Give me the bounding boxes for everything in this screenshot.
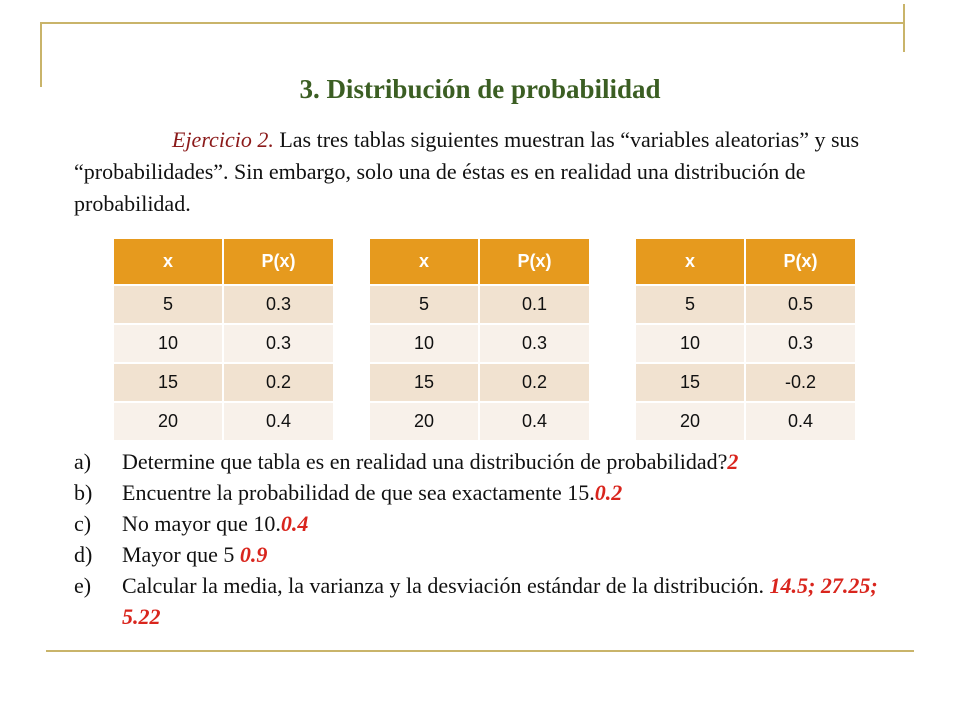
cell-px: 0.3 (479, 324, 589, 363)
header-x: x (114, 239, 223, 285)
question-item (74, 477, 904, 508)
question-item (74, 570, 904, 632)
header-px: P(x) (479, 239, 589, 285)
page-title: 3. Distribución de probabilidad (299, 74, 661, 104)
cell-x: 5 (370, 285, 479, 324)
exercise-label: Ejercicio 2. (172, 127, 274, 152)
cell-x: 15 (114, 363, 223, 402)
question-answer: 2 (727, 449, 739, 474)
cell-px: 0.3 (223, 285, 333, 324)
cell-x: 5 (636, 285, 745, 324)
cell-px: 0.3 (745, 324, 855, 363)
table-row (114, 324, 333, 363)
table-row (370, 363, 589, 402)
probability-table-3 (636, 239, 855, 440)
cell-x: 20 (636, 402, 745, 440)
question-label: d) (74, 542, 93, 567)
table-row (370, 285, 589, 324)
table-row (636, 324, 855, 363)
cell-px: 0.4 (745, 402, 855, 440)
header-x: x (636, 239, 745, 285)
table-header-row (114, 239, 333, 285)
probability-table-1 (114, 239, 333, 440)
exercise-text: Las tres tablas siguientes muestran las “variables aleatorias” y sus “probabilidades”. Sin embargo, solo una de éstas es en realidad una distribución de probabilidad. (74, 127, 860, 216)
question-label: c) (74, 511, 92, 536)
frame-top-line (40, 22, 905, 24)
cell-px: 0.1 (479, 285, 589, 324)
cell-x: 10 (370, 324, 479, 363)
question-text: Mayor que 5 (122, 542, 240, 567)
question-answer: 14.5; 27.25; 5.22 (122, 573, 878, 629)
cell-x: 15 (636, 363, 745, 402)
question-text: Calcular la media, la varianza y la desviación estándar de la distribución. (122, 573, 770, 598)
header-px: P(x) (745, 239, 855, 285)
cell-px: 0.2 (479, 363, 589, 402)
header-px: P(x) (223, 239, 333, 285)
question-label: b) (74, 480, 93, 505)
question-item (74, 508, 904, 539)
question-text: Encuentre la probabilidad de que sea exactamente 15. (122, 480, 595, 505)
exercise-intro (74, 124, 864, 220)
cell-px: 0.4 (479, 402, 589, 440)
cell-x: 10 (636, 324, 745, 363)
question-answer: 0.4 (280, 511, 309, 536)
probability-table-2 (370, 239, 589, 440)
cell-px: 0.2 (223, 363, 333, 402)
table-row (636, 285, 855, 324)
question-item (74, 539, 904, 570)
table-header-row (370, 239, 589, 285)
question-text: Determine que tabla es en realidad una distribución de probabilidad? (122, 449, 728, 474)
table-row (636, 363, 855, 402)
cell-x: 20 (114, 402, 223, 440)
question-item (74, 446, 904, 477)
cell-x: 20 (370, 402, 479, 440)
table-row (114, 363, 333, 402)
header-x: x (370, 239, 479, 285)
table-row (370, 324, 589, 363)
cell-x: 10 (114, 324, 223, 363)
cell-px: 0.3 (223, 324, 333, 363)
cell-x: 5 (114, 285, 223, 324)
cell-px: 0.4 (223, 402, 333, 440)
table-row (114, 285, 333, 324)
table-row (370, 402, 589, 440)
frame-bottom-line (46, 650, 914, 652)
question-list (74, 446, 904, 632)
table-header-row (636, 239, 855, 285)
table-row (636, 402, 855, 440)
question-answer: 0.9 (239, 542, 268, 567)
question-label: e) (74, 573, 92, 598)
question-text: No mayor que 10. (122, 511, 281, 536)
cell-px: 0.5 (745, 285, 855, 324)
table-row (114, 402, 333, 440)
cell-px: -0.2 (745, 363, 855, 402)
frame-right-line (903, 4, 905, 52)
question-answer: 0.2 (594, 480, 623, 505)
question-label: a) (74, 449, 92, 474)
cell-x: 15 (370, 363, 479, 402)
